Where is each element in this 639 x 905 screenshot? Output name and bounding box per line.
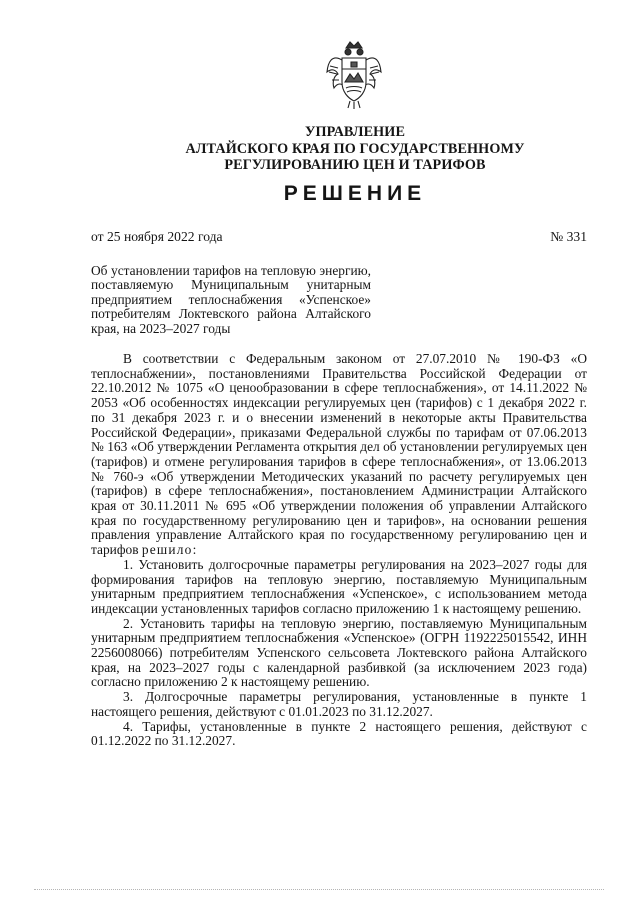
document-subject: Об установлении тарифов на тепловую энергию, поставляемую Муниципальным унитарным предприятием теплоснабжения «Успенское» потребителям Локтевского района Алтайского края, на 2023–2027 годы	[91, 263, 371, 336]
issuer-line-3: РЕГУЛИРОВАНИЮ ЦЕН И ТАРИФОВ	[224, 157, 486, 174]
item-2-paragraph: 2. Установить тарифы на тепловую энергию, поставляемую Муниципальным унитарным предприятием теплоснабжения «Успенское» (ОГРН 1192225015542, ИНН 2256008066) потребителям Успенского сельсовета Локтевского района Алтайского края, на 2023–2027 годы с календарной разбивкой (за исключением 2023 года) согласно приложению 2 к настоящему решению.	[91, 615, 587, 690]
item-3-paragraph: 3. Долгосрочные параметры регулирования, установленные в пункте 1 настоящего решения, действуют с 01.01.2023 по 31.12.2027.	[91, 689, 587, 719]
document-number: № 331	[550, 229, 587, 244]
document-date: от 25 ноября 2022 года	[91, 229, 223, 244]
preamble-paragraph	[91, 352, 587, 558]
issuer-header	[140, 124, 570, 174]
coat-of-arms-emblem-icon	[324, 38, 384, 110]
document-body	[91, 352, 587, 749]
resolves-word: решило:	[141, 542, 198, 558]
item-1-paragraph: 1. Установить долгосрочные параметры регулирования на 2023–2027 годы для формирования тарифов на тепловую энергию, поставляемую Муниципальным унитарным предприятием теплоснабжения «Успенское», с использованием метода индексации установленных тарифов согласно приложению 1 к настоящему решению.	[91, 556, 587, 616]
preamble-text: В соответствии с Федеральным законом от 27.07.2010 № 190-ФЗ «О теплоснабжении», постановлениями Правительства Российской Федерации от 22.10.2012 № 1075 «О ценообразовании в сфере теплоснабжения», от 14.11.2022 № 2053 «Об особенностях индексации регулируемых цен (тарифов) с 1 декабря 2022 г. по 31 декабря 2023 г. и о внесении изменений в некоторые акты Правительства Российской Федерации», приказами Федеральной службы по тарифам от 07.06.2013 № 163 «Об утверждении Регламента открытия дел об установлении регулируемых цен (тарифов) и отмене регулирования тарифов в сфере теплоснабжения», от 13.06.2013 № 760-э «Об утверждении Методических указаний по расчету регулируемых цен (тарифов) в сфере теплоснабжения», постановлением Администрации Алтайского края от 30.11.2011 № 695 «Об утверждении положения об управлении Алтайского края по государственному регулированию цен и тарифов», на основании решения правления управление Алтайского края по государственному регулированию цен и тарифов	[91, 351, 587, 558]
document-type-title: РЕШЕНИЕ	[283, 182, 427, 205]
issuer-line-1: УПРАВЛЕНИЕ	[304, 124, 406, 140]
footer-divider	[34, 889, 604, 890]
issuer-line-2: АЛТАЙСКОГО КРАЯ ПО ГОСУДАРСТВЕННОМУ	[185, 140, 525, 157]
item-4-paragraph: 4. Тарифы, установленные в пункте 2 настоящего решения, действуют с 01.12.2022 по 31.12.2027.	[91, 718, 587, 749]
